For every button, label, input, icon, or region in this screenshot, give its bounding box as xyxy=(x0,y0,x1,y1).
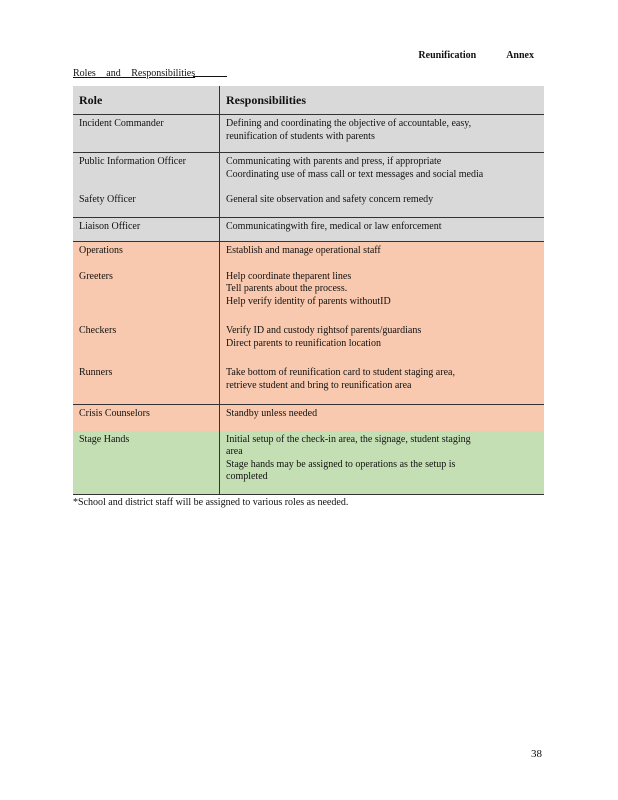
responsibility-line: Defining and coordinating the objective of accountable, easy, xyxy=(226,118,472,129)
table-row xyxy=(73,217,544,242)
page-number: 38 xyxy=(531,748,542,760)
responsibility-line: Take bottom of reunification card to student staging area, xyxy=(226,367,455,378)
responsibility-line: Communicating with parents and press, if appropriate xyxy=(226,156,442,167)
table-row xyxy=(73,268,544,323)
role-cell: Greeters xyxy=(73,268,220,323)
header-title: Reunification xyxy=(418,50,477,61)
responsibilities-cell xyxy=(220,405,545,431)
responsibility-line: Communicatingwith fire, medical or law enforcement xyxy=(226,220,442,232)
responsibilities-cell xyxy=(220,322,545,364)
responsibilities-cell xyxy=(220,268,545,323)
responsibility-line: Tell parents about the process. xyxy=(226,283,348,294)
role-cell: Runners xyxy=(73,364,220,405)
responsibility-line: Direct parents to reunification location xyxy=(226,337,381,349)
table-row xyxy=(73,431,544,495)
column-header-role: Role xyxy=(73,86,220,115)
responsibility-line: Help verify identity of parents withoutID xyxy=(226,295,391,307)
role-cell: Crisis Counselors xyxy=(73,405,220,431)
responsibilities-cell xyxy=(220,242,545,268)
responsibilities-cell xyxy=(220,191,545,217)
responsibility-line: Initial setup of the check-in area, the signage, student staging xyxy=(226,433,471,445)
responsibility-line: General site observation and safety concern remedy xyxy=(226,194,434,205)
responsibility-line: area xyxy=(226,446,243,457)
role-cell: Public Information Officer xyxy=(73,153,220,192)
role-cell: Safety Officer xyxy=(73,191,220,217)
responsibility-line: completed xyxy=(226,471,268,482)
responsibility-line: Standby unless needed xyxy=(226,408,318,419)
responsibilities-cell xyxy=(220,217,545,242)
table-row xyxy=(73,405,544,431)
role-cell: Operations xyxy=(73,242,220,268)
responsibilities-cell xyxy=(220,431,545,495)
responsibility-line: retrieve student and bring to reunification area xyxy=(226,379,412,391)
responsibility-line: Coordinating use of mass call or text messages and social media xyxy=(226,168,484,180)
responsibility-line: Help coordinate theparent lines xyxy=(226,270,352,282)
role-cell: Liaison Officer xyxy=(73,217,220,242)
responsibility-line: Establish and manage operational staff xyxy=(226,245,381,256)
section-title: Roles and Responsibilities xyxy=(73,68,237,79)
responsibility-line: Stage hands may be assigned to operations as the setup is xyxy=(226,458,456,470)
table-row xyxy=(73,322,544,364)
responsibility-line: Verify ID and custody rightsof parents/guardians xyxy=(226,325,422,336)
responsibilities-cell xyxy=(220,115,545,153)
table-row xyxy=(73,115,544,153)
table-row xyxy=(73,364,544,405)
role-cell: Stage Hands xyxy=(73,431,220,495)
page-header xyxy=(418,50,534,61)
column-header-responsibilities: Responsibilities xyxy=(220,86,545,115)
footnote: *School and district staff will be assigned to various roles as needed. xyxy=(73,497,349,508)
responsibilities-cell xyxy=(220,364,545,405)
role-cell: Incident Commander xyxy=(73,115,220,153)
header-annex: Annex xyxy=(506,50,534,61)
table-row xyxy=(73,153,544,192)
responsibility-line: reunification of students with parents xyxy=(226,130,375,142)
responsibilities-cell xyxy=(220,153,545,192)
role-cell: Checkers xyxy=(73,322,220,364)
roles-table xyxy=(73,86,544,495)
table-row xyxy=(73,191,544,217)
table-row xyxy=(73,242,544,268)
